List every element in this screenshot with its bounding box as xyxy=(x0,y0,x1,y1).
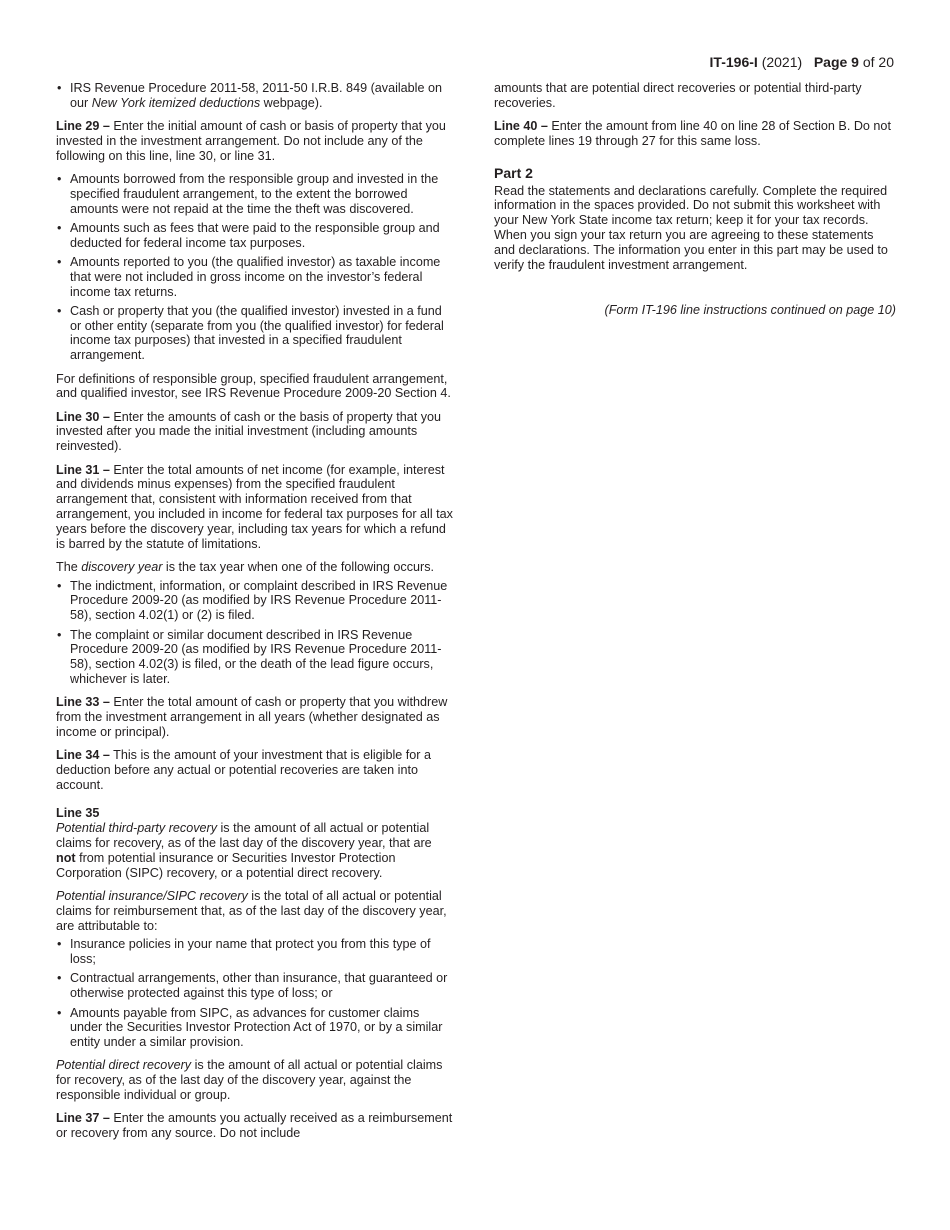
list-item: • Contractual arrangements, other than insurance, that guaranteed or otherwise protected against this type of loss; or xyxy=(56,971,454,1001)
direct-recovery-definition: Potential direct recovery is the amount of all actual or potential claims for recovery, as of the last day of the discovery year, against the responsible individual or group. xyxy=(56,1058,443,1103)
list-item: • The indictment, information, or complaint described in IRS Revenue Procedure 2009-20 (as modified by IRS Revenue Procedure 2011-58), section 4.02(1) or (2) is filed. xyxy=(56,579,454,623)
insurance-recovery-definition: Potential insurance/SIPC recovery is the total of all actual or potential claims for reimbursement that, as of the last day of the discovery year, are attributable to: xyxy=(56,888,447,933)
definitions-note: For definitions of responsible group, specified fraudulent arrangement, and qualified investor, see IRS Revenue Procedure 2009-20 Section 4. xyxy=(56,371,451,401)
line-31-instruction: Line 31 – Enter the total amounts of net income (for example, interest and dividends minus expenses) from the specified fraudulent arrangement that, consistent with information received from that arrangement, you included in income for federal tax purposes for all tax years before the discovery year, including tax years for which a refund is barred by the statute of limitations. xyxy=(56,462,453,551)
list-item: • Cash or property that you (the qualified investor) invested in a fund or other entity (separate from you (the qualified investor) for federal income tax purposes) that invested in a specified fraudulent arrangement. xyxy=(56,304,454,363)
page-total: of 20 xyxy=(862,54,894,70)
line-29-instruction: Line 29 – Enter the initial amount of cash or basis of property that you invested in the investment arrangement. Do not include any of the following on this line, line 30, or line 31. xyxy=(56,119,446,163)
page-header xyxy=(710,54,894,70)
line-34-instruction: Line 34 – This is the amount of your investment that is eligible for a deduction before any actual or potential recoveries are taken into account. xyxy=(56,748,431,792)
third-party-recovery-definition: Potential third-party recovery is the amount of all actual or potential claims for recovery, as of the last day of the discovery year, that are not from potential insurance or Securities Investor Protection Corporation (SIPC) recovery, or a potential direct recovery. xyxy=(56,821,432,880)
part-2-instructions: Read the statements and declarations carefully. Complete the required information in the spaces provided. Do not submit this worksheet with your New York State income tax return; keep it for your tax records. When you sign your tax return you are agreeing to these statements and declarations. The information you enter in this part may be used to verify the fraudulent investment arrangement. xyxy=(494,183,888,272)
list-item: • Amounts borrowed from the responsible group and invested in the specified fraudulent arrangement, to the extent the borrowed amounts were not repaid at the time the theft was discovered. xyxy=(56,172,454,216)
bullet-list-top xyxy=(56,81,454,111)
form-id: IT-196-I xyxy=(709,54,758,70)
list-item: • Amounts reported to you (the qualified investor) as taxable income that were not included in gross income on the investor’s federal income tax returns. xyxy=(56,255,454,299)
part-2-heading: Part 2 xyxy=(494,164,533,181)
list-item: • Insurance policies in your name that protect you from this type of loss; xyxy=(56,937,454,967)
continued-note: (Form IT-196 line instructions continued on page 10) xyxy=(604,303,896,318)
line-29-exclusions xyxy=(56,172,454,363)
page-label: Page 9 xyxy=(813,54,859,70)
list-item: • IRS Revenue Procedure 2011-58, 2011-50 I.R.B. 849 (available on our New York itemized deductions webpage). xyxy=(56,81,454,111)
list-item: • Amounts payable from SIPC, as advances for customer claims under the Securities Investor Protection Act of 1970, or by a similar entity under a similar provision. xyxy=(56,1006,454,1050)
discovery-year-definition: The discovery year is the tax year when one of the following occurs. xyxy=(56,559,435,574)
insurance-recovery-items xyxy=(56,937,454,1050)
list-item: • The complaint or similar document described in IRS Revenue Procedure 2009-20 (as modified by IRS Revenue Procedure 2011-58), section 4.02(3) is filed, or the death of the lead figure occurs, whichever is later. xyxy=(56,628,454,687)
left-column xyxy=(56,81,454,1149)
line-40-instruction: Line 40 – Enter the amount from line 40 on line 28 of Section B. Do not complete lines 19 through 27 for this same loss. xyxy=(494,119,891,148)
line-30-instruction: Line 30 – Enter the amounts of cash or the basis of property that you invested after you made the initial investment (including amounts reinvested). xyxy=(56,409,442,454)
line-37-continued: amounts that are potential direct recoveries or potential third-party recoveries. xyxy=(494,81,862,110)
discovery-year-events xyxy=(56,579,454,687)
list-item: • Amounts such as fees that were paid to the responsible group and deducted for federal income tax purposes. xyxy=(56,221,454,251)
right-column xyxy=(494,81,896,327)
form-year: (2021) xyxy=(761,54,803,70)
line-33-instruction: Line 33 – Enter the total amount of cash or property that you withdrew from the investment arrangement in all years (whether designated as income or principal). xyxy=(56,695,448,739)
line-35-heading: Line 35 xyxy=(56,806,100,821)
line-37-instruction: Line 37 – Enter the amounts you actually received as a reimbursement or recovery from any source. Do not include xyxy=(56,1111,453,1141)
